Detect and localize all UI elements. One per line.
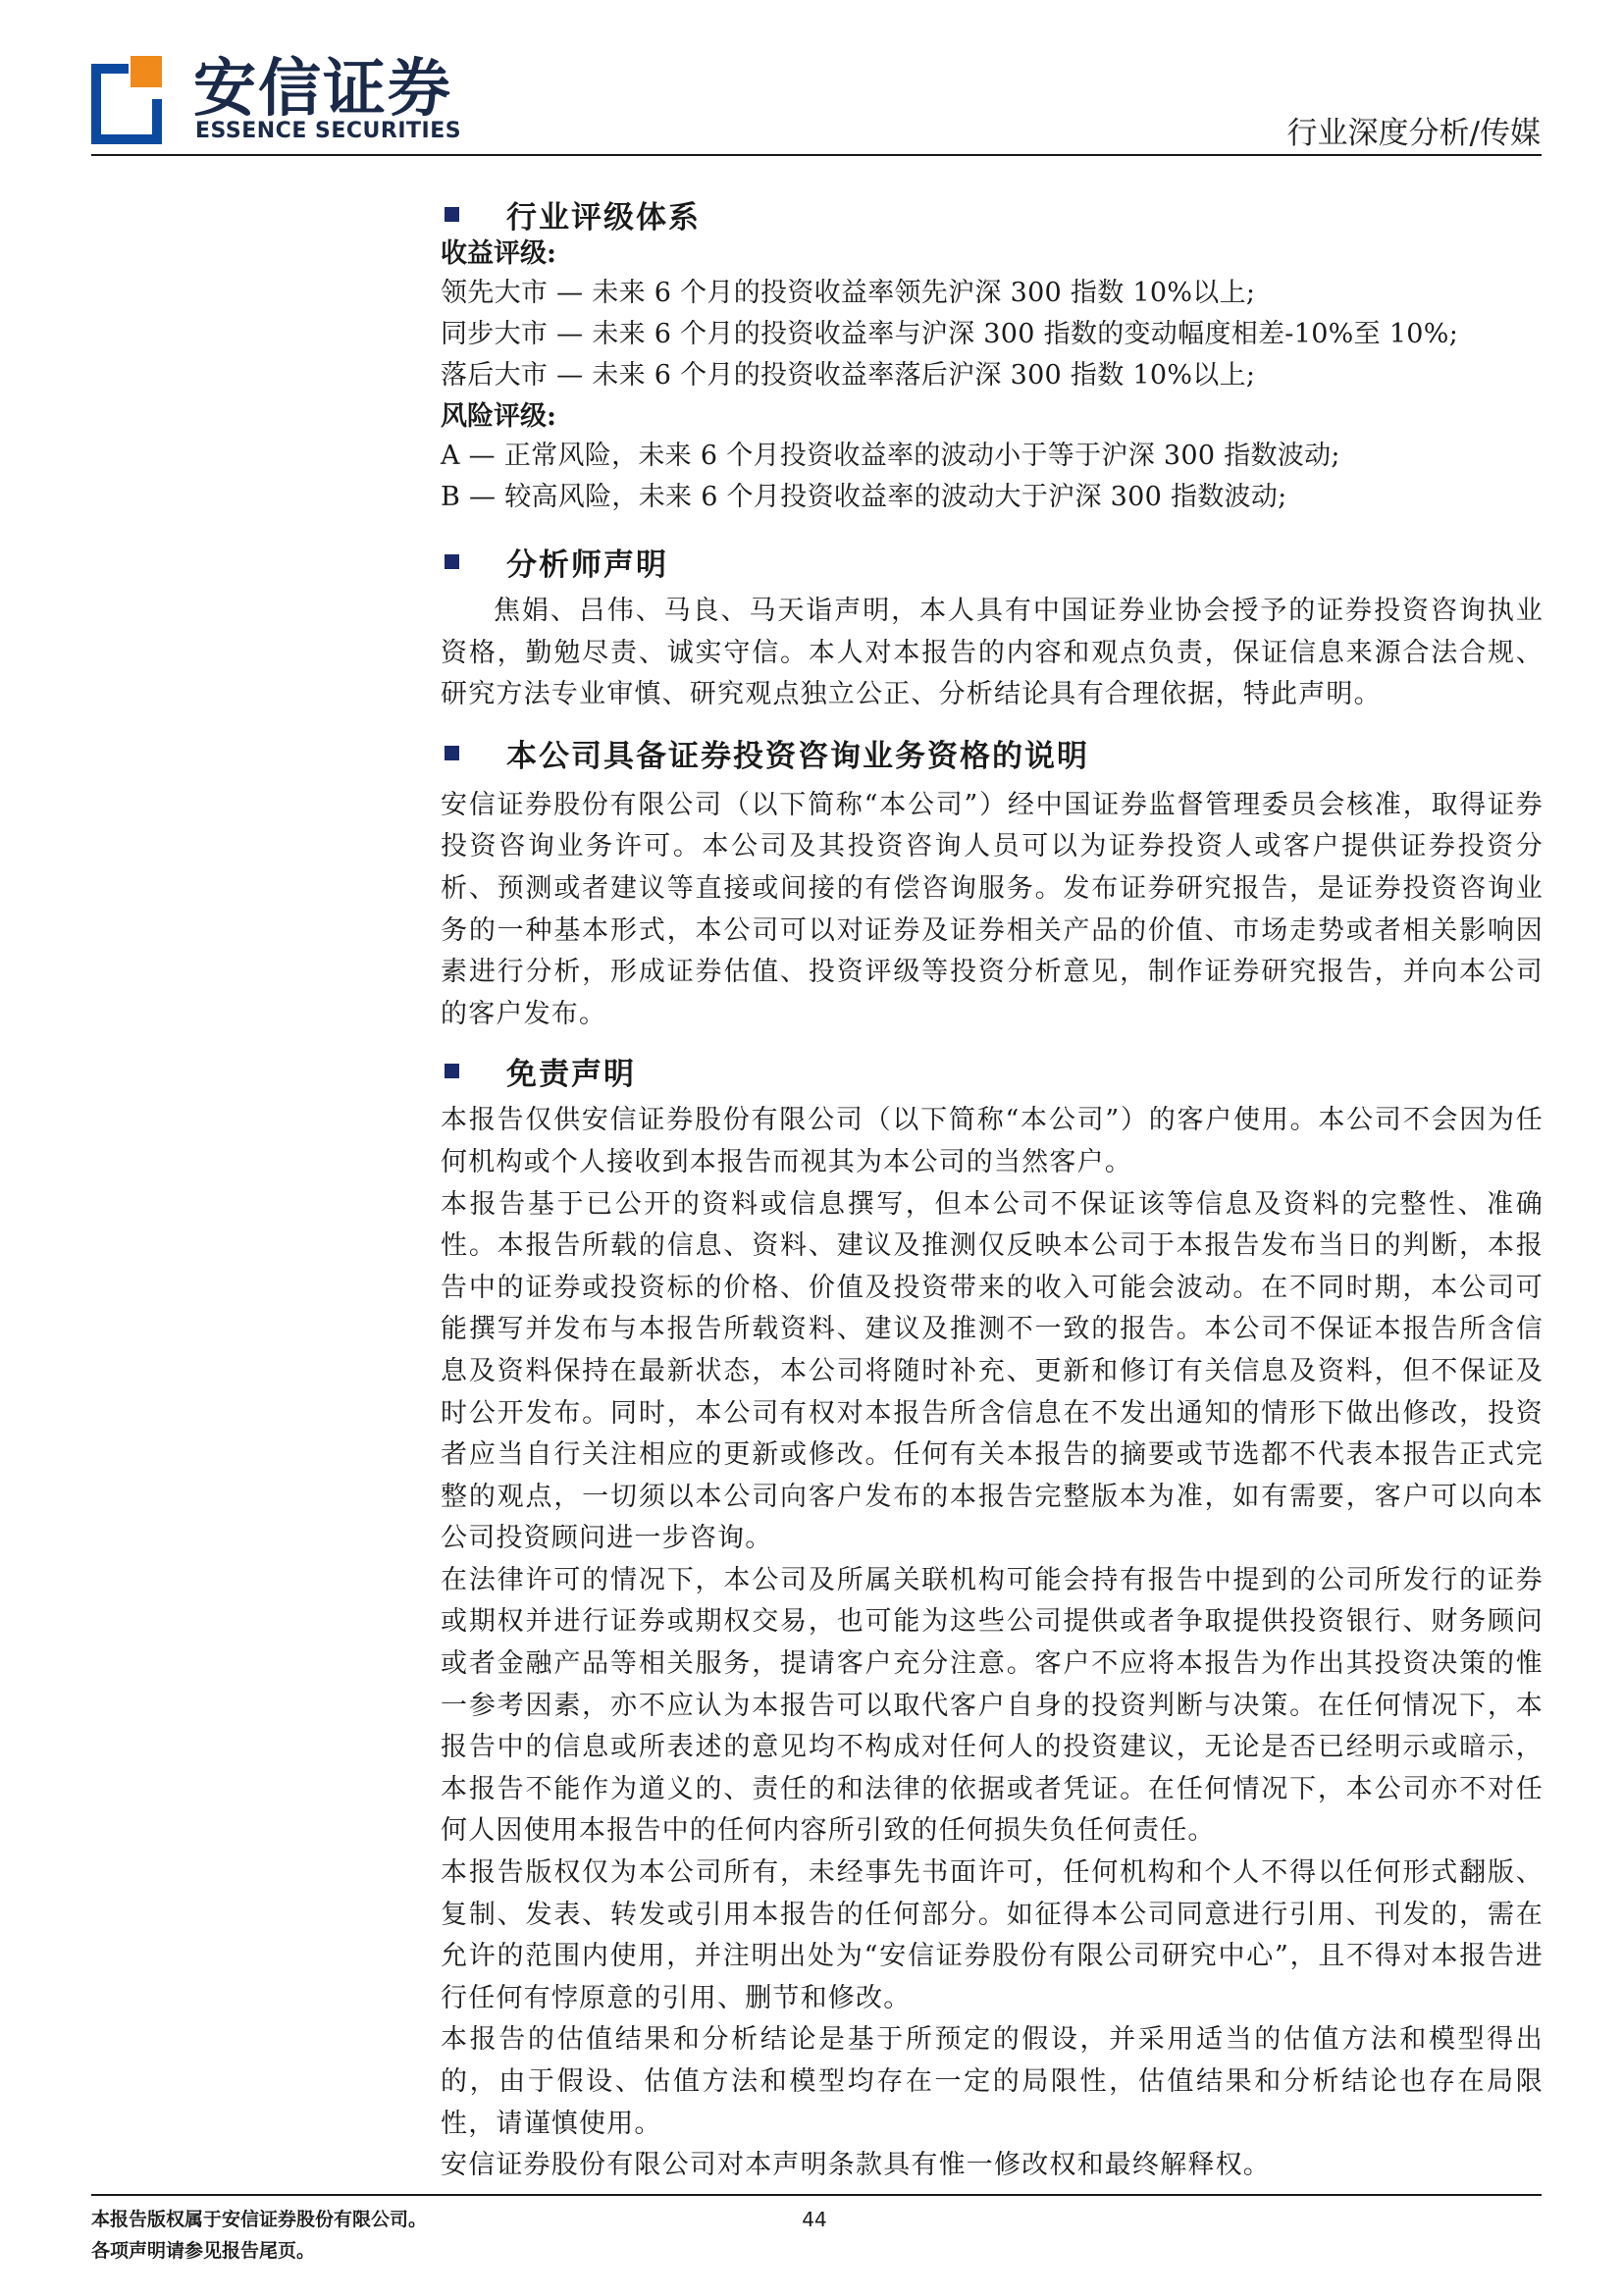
disclaimer-paragraph: 安信证券股份有限公司对本声明条款具有惟一修改权和最终解释权。	[441, 2150, 1271, 2181]
rating-line: 落后大市 — 未来 6 个月的投资收益率落后沪深 300 指数 10%以上;	[441, 360, 1256, 391]
section-heading	[441, 732, 1544, 775]
disclaimer-paragraph: 本报告的估值结果和分析结论是基于所预定的假设，并采用适当的估值方法和模型得出的，由于假设、估值方法和模型均存在一定的局限性，估值结果和分析结论也存在局限性，请谨慎使用。	[441, 2024, 1544, 2139]
square-bullet-icon	[445, 1064, 459, 1078]
square-bullet-icon	[445, 554, 459, 569]
disclaimer-body	[441, 1100, 1544, 2186]
footer-disclaimer-ref: 各项声明请参见报告尾页。	[91, 2240, 316, 2262]
disclaimer-paragraph: 在法律许可的情况下，本公司及所属关联机构可能会持有报告中提到的公司所发行的证券或期权并进行证券或期权交易，也可能为这些公司提供或者争取提供投资银行、财务顾问或者金融产品等相关服务，提请客户充分注意。客户不应将本报告为作出其投资决策的惟一参考因素，亦不应认为本报告可以取代客户自身的投资判断与决策。在任何情况下，本报告中的信息或所表述的意见均不构成对任何人的投资建议，无论是否已经明示或暗示，本报告不能作为道义的、责任的和法律的依据或者凭证。在任何情况下，本公司亦不对任何人因使用本报告中的任何内容所引致的任何损失负任何责任。	[441, 1564, 1544, 1847]
risk-line: B — 较高风险，未来 6 个月投资收益率的波动大于沪深 300 指数波动;	[441, 482, 1287, 512]
section-heading	[441, 1049, 1544, 1092]
footer-notice	[91, 2204, 427, 2267]
return-rating-label: 收益评级:	[441, 238, 556, 269]
qualification-section	[441, 732, 1544, 1036]
analyst-section	[441, 540, 1544, 716]
disclaimer-paragraph: 本报告仅供安信证券股份有限公司（以下简称“本公司”）的客户使用。本公司不会因为任何机构或个人接收到本报告而视其为本公司的当然客户。	[441, 1105, 1544, 1177]
qualification-text: 安信证券股份有限公司（以下简称“本公司”）经中国证券监督管理委员会核准，取得证券投资咨询业务许可。本公司及其投资咨询人员可以为证券投资人或客户提供证券投资分析、预测或者建议等直接或间接的有偿咨询服务。发布证券研究报告，是证券投资咨询业务的一种基本形式，本公司可以对证券及证券相关产品的价值、市场走势或者相关影响因素进行分析，形成证券估值、投资评级等投资分析意见，制作证券研究报告，并向本公司的客户发布。	[441, 789, 1544, 1029]
analyst-statement: 焦娟、吕伟、马良、马天诣声明，本人具有中国证券业协会授予的证券投资咨询执业资格，勤勉尽责、诚实守信。本人对本报告的内容和观点负责，保证信息来源合法合规、研究方法专业审慎、研究观点独立公正、分析结论具有合理依据，特此声明。	[441, 596, 1544, 710]
rating-line: 领先大市 — 未来 6 个月的投资收益率领先沪深 300 指数 10%以上;	[441, 278, 1256, 308]
page-content	[441, 192, 1544, 2187]
risk-rating-label: 风险评级:	[441, 401, 556, 432]
footer-copyright: 本报告版权属于安信证券股份有限公司。	[91, 2209, 428, 2230]
square-bullet-icon	[445, 746, 459, 760]
disclaimer-paragraph: 本报告版权仅为本公司所有，未经事先书面许可，任何机构和个人不得以任何形式翻版、复制、发表、转发或引用本报告的任何部分。如征得本公司同意进行引用、刊发的，需在允许的范围内使用，并注明出处为“安信证券股份有限公司研究中心”，且不得对本报告进行任何有悖原意的引用、删节和修改。	[441, 1857, 1544, 2013]
section-heading	[441, 192, 1544, 235]
page-number: 44	[802, 2208, 827, 2231]
disclaimer-paragraph: 本报告基于已公开的资料或信息撰写，但本公司不保证该等信息及资料的完整性、准确性。本报告所载的信息、资料、建议及推测仅反映本公司于本报告发布当日的判断，本报告中的证券或投资标的价格、价值及投资带来的收入可能会波动。在不同时期，本公司可能撰写并发布与本报告所载资料、建议及推测不一致的报告。本公司不保证本报告所含信息及资料保持在最新状态，本公司将随时补充、更新和修订有关信息及资料，但不保证及时公开发布。同时，本公司有权对本报告所含信息在不发出通知的情形下做出修改，投资者应当自行关注相应的更新或修改。任何有关本报告的摘要或节选都不代表本报告正式完整的观点，一切须以本公司向客户发布的本报告完整版本为准，如有需要，客户可以向本公司投资顾问进一步咨询。	[441, 1188, 1544, 1554]
essence-logo-icon	[91, 56, 162, 144]
report-category: 行业深度分析/传媒	[1286, 116, 1541, 151]
logo-text-cn: 安信证券	[193, 53, 452, 126]
section-title: 分析师声明	[506, 547, 668, 583]
section-title: 免责声明	[506, 1056, 636, 1092]
rating-section	[441, 192, 1544, 518]
rating-line: 同步大市 — 未来 6 个月的投资收益率与沪深 300 指数的变动幅度相差-10%至 10%;	[441, 319, 1459, 349]
section-title: 行业评级体系	[506, 199, 701, 235]
disclaimer-section	[441, 1049, 1544, 2186]
section-title: 本公司具备证券投资咨询业务资格的说明	[506, 739, 1089, 775]
header-divider	[91, 154, 1542, 156]
risk-line: A — 正常风险，未来 6 个月投资收益率的波动小于等于沪深 300 指数波动;	[441, 441, 1340, 471]
section-heading	[441, 540, 1544, 583]
logo-text-en: ESSENCE SECURITIES	[195, 119, 462, 143]
footer-divider	[91, 2194, 1542, 2196]
page-header	[0, 0, 1623, 157]
square-bullet-icon	[445, 207, 459, 222]
